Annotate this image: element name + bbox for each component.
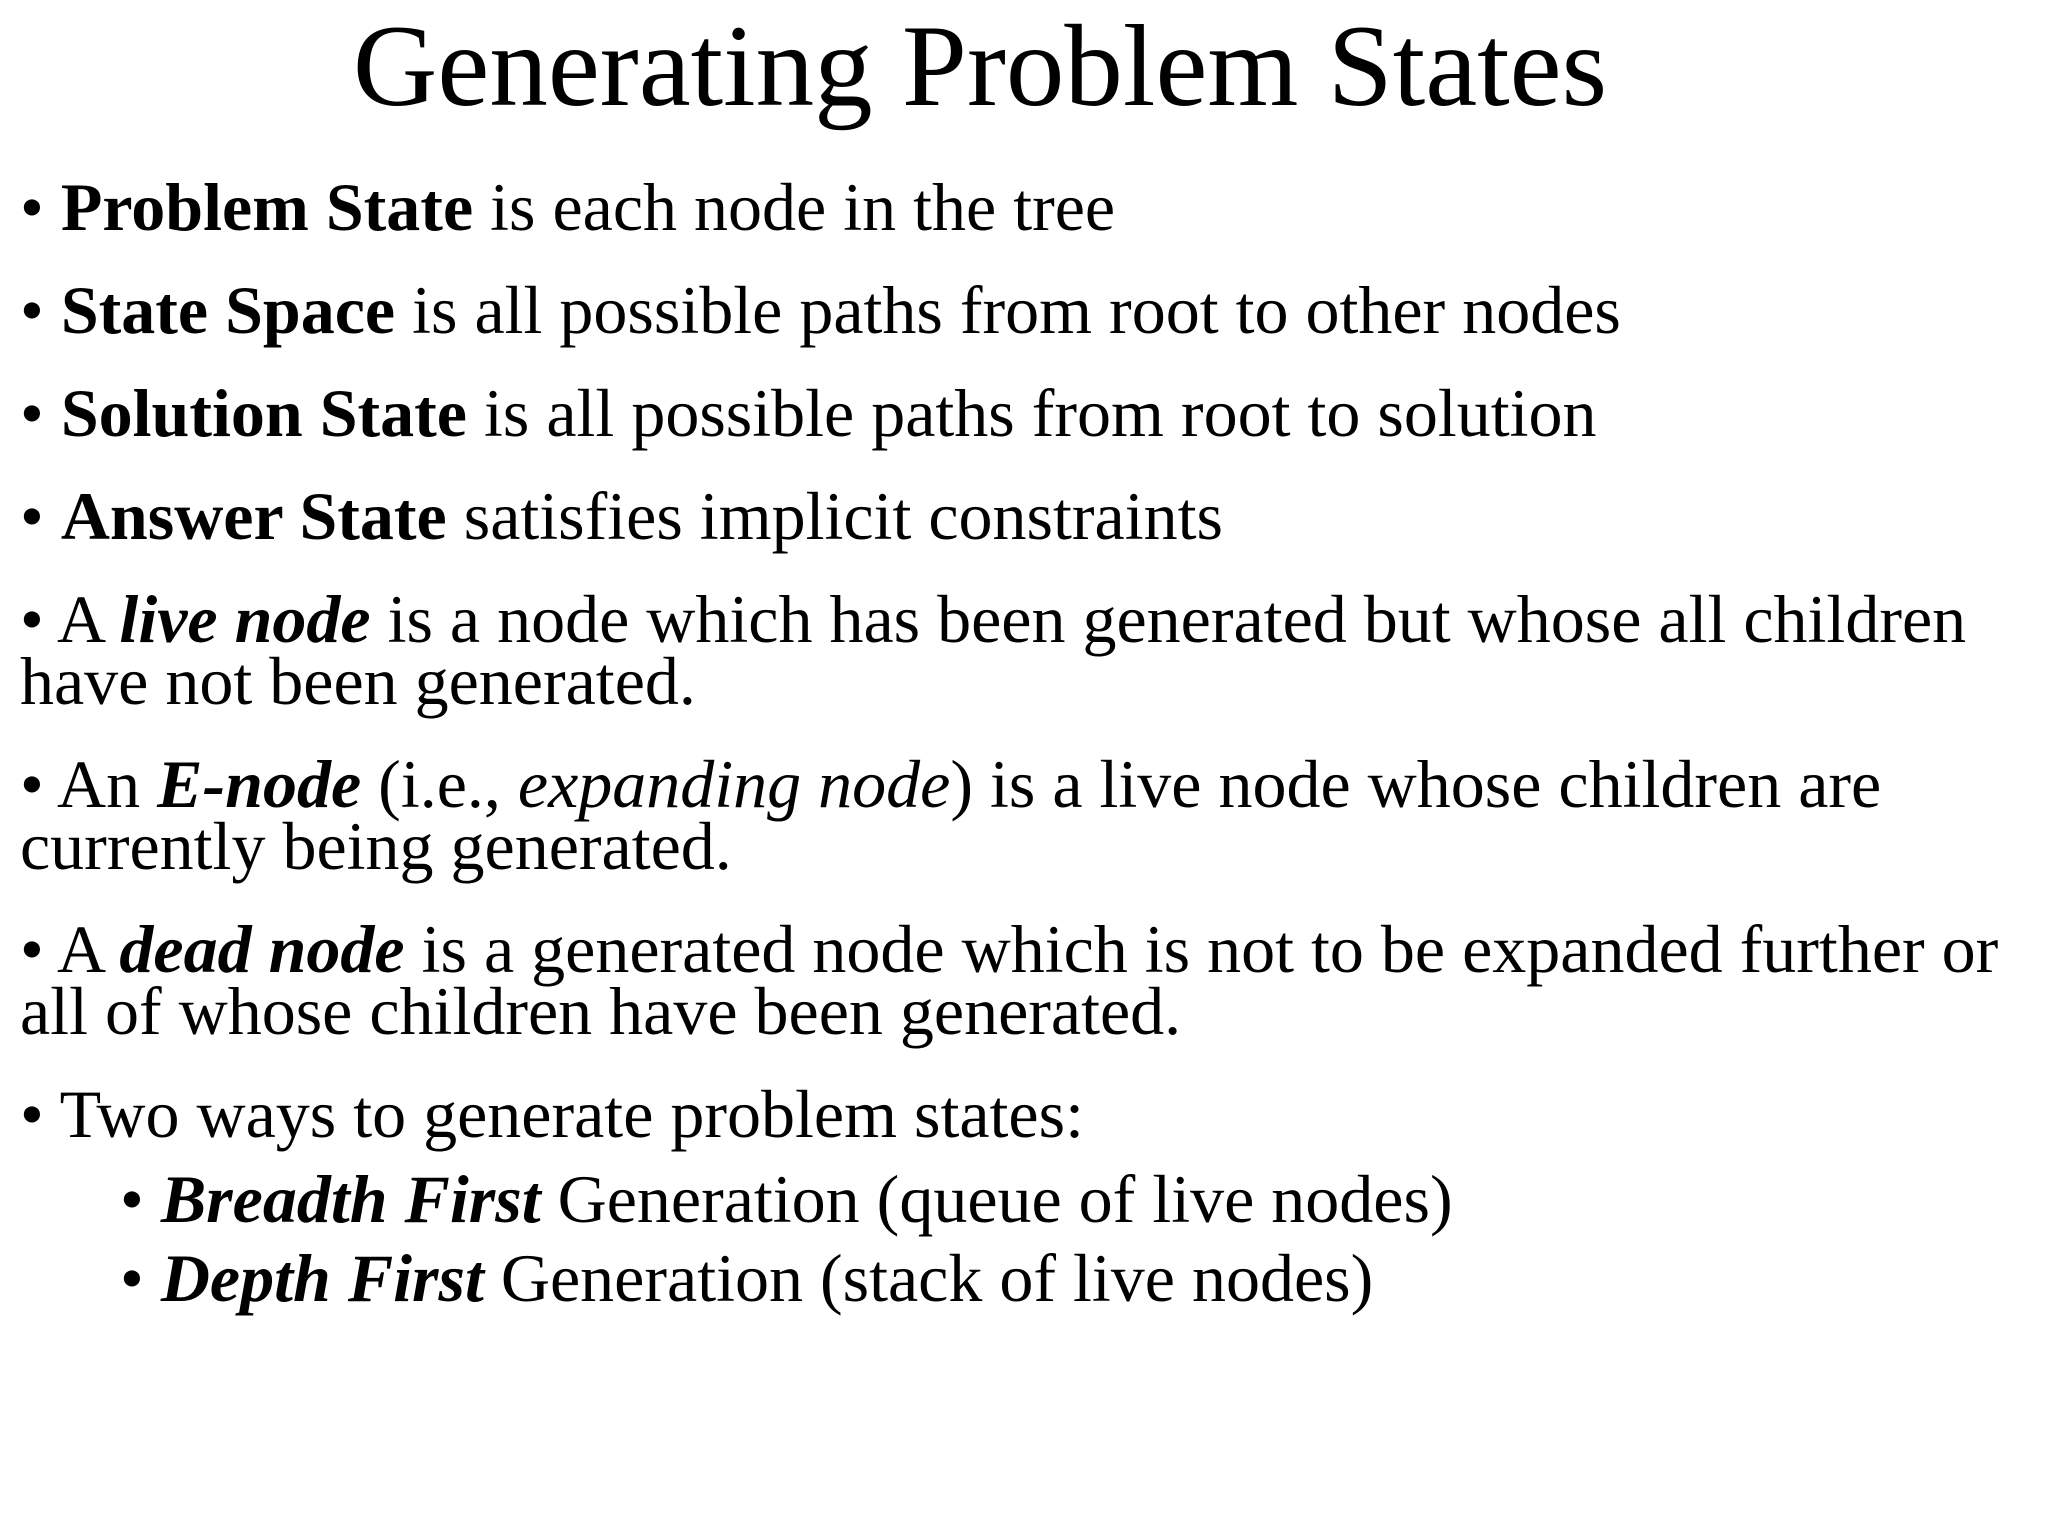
- sub-bullet-depth-first: [120, 1240, 1374, 1316]
- bullet-term: Answer State: [60, 478, 447, 554]
- bullet-text: satisfies implicit constraints: [446, 478, 1223, 554]
- bullet-marker: • A: [20, 911, 120, 987]
- bullet-text-pre: (i.e.,: [361, 746, 518, 822]
- bullet-marker: • A: [20, 581, 120, 657]
- bullet-line-2: have not been generated.: [20, 643, 696, 719]
- bullet-text: is a generated node which is not to be expanded further or: [404, 911, 1999, 987]
- bullet-marker: •: [20, 375, 61, 451]
- bullet-term: E-node: [157, 746, 362, 822]
- bullet-two-ways: [20, 1076, 1084, 1152]
- bullet-text: Two ways to generate problem states:: [59, 1076, 1084, 1152]
- bullet-term: Problem State: [60, 169, 474, 245]
- bullet-line-2: all of whose children have been generated.: [20, 973, 1182, 1049]
- bullet-live-node: [20, 581, 1967, 719]
- bullet-state-space: [20, 272, 1621, 348]
- sub-bullet-breadth-first: [120, 1161, 1453, 1237]
- bullet-marker: •: [20, 272, 61, 348]
- bullet-term: Solution State: [60, 375, 467, 451]
- bullet-text: Generation (queue of live nodes): [540, 1161, 1453, 1237]
- bullet-marker: • An: [20, 746, 158, 822]
- bullet-text: is a node which has been generated but whose all children: [370, 581, 1967, 657]
- bullet-marker: •: [20, 1076, 60, 1152]
- bullet-line-1: [20, 746, 1882, 822]
- bullet-line-2: currently being generated.: [20, 808, 732, 884]
- slide-title: Generating Problem States: [352, 2, 1608, 131]
- bullet-line-1: [20, 911, 1999, 987]
- bullet-italic-text: expanding node: [517, 746, 951, 822]
- bullet-solution-state: [20, 375, 1597, 451]
- bullet-term: State Space: [60, 272, 396, 348]
- bullet-text: Generation (stack of live nodes): [483, 1240, 1374, 1316]
- bullet-term: live node: [119, 581, 371, 657]
- bullet-marker: •: [120, 1240, 161, 1316]
- bullet-term: Breadth First: [160, 1161, 541, 1237]
- bullet-marker: •: [20, 478, 61, 554]
- bullet-term: dead node: [119, 911, 405, 987]
- bullet-marker: •: [120, 1161, 161, 1237]
- bullet-dead-node: [20, 911, 1999, 1049]
- bullet-e-node: [20, 746, 1882, 884]
- bullet-text: is each node in the tree: [473, 169, 1116, 245]
- bullet-marker: •: [20, 169, 61, 245]
- bullet-term: Depth First: [160, 1240, 484, 1316]
- bullet-answer-state: [20, 478, 1223, 554]
- bullet-text: is all possible paths from root to other nodes: [395, 272, 1621, 348]
- bullet-line-1: [20, 581, 1967, 657]
- bullet-text: ) is a live node whose children are: [950, 746, 1882, 822]
- bullet-text: is all possible paths from root to solution: [467, 375, 1597, 451]
- bullet-problem-state: [20, 169, 1116, 245]
